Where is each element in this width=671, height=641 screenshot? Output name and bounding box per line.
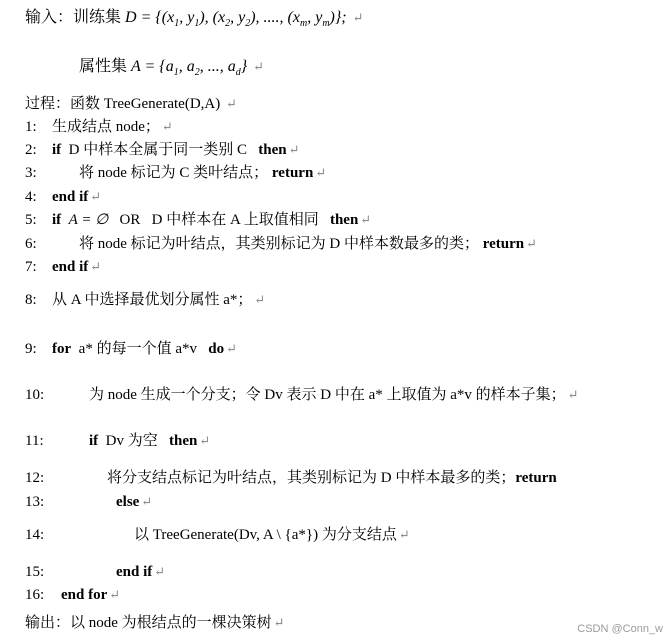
step-text: 将分支结点标记为叶结点，其类别标记为 D 中样本最多的类；return — [107, 470, 557, 486]
paragraph-mark-icon: ↵ — [109, 587, 121, 602]
keyword-return: return — [271, 165, 314, 181]
input-line — [25, 9, 364, 33]
paragraph-mark-icon: ↵ — [288, 142, 300, 157]
input-label: 输入： — [25, 9, 74, 26]
step-text: 生成结点 node； ↵ — [52, 119, 173, 135]
step-text: 以 TreeGenerate(Dv, A \ {a*}) 为分支结点 ↵ — [134, 527, 410, 543]
step-number: 2: — [25, 142, 37, 158]
step-number: 14: — [25, 527, 45, 543]
keyword-for: for — [52, 341, 72, 357]
paragraph-mark-icon: ↵ — [161, 119, 173, 134]
step-number: 12: — [25, 470, 45, 486]
keyword-then: then — [258, 142, 287, 158]
paragraph-mark-icon: ↵ — [526, 236, 538, 251]
step-number: 3: — [25, 165, 37, 181]
keyword-then: then — [169, 433, 198, 449]
paragraph-mark-icon: ↵ — [273, 615, 285, 630]
step-number: 13: — [25, 494, 45, 510]
step-text: 将 node 标记为叶结点，其类别标记为 D 中样本数最多的类； return ↵ — [79, 236, 538, 252]
paragraph-mark-icon: ↵ — [398, 527, 410, 542]
keyword-end-if: end if ↵ — [116, 564, 166, 580]
keyword-if: if — [52, 212, 62, 228]
step-text: if Dv 为空 then ↵ — [89, 433, 211, 449]
step-text: if D 中样本全属于同一类别 C then ↵ — [52, 142, 300, 158]
paragraph-mark-icon: ↵ — [254, 292, 266, 307]
keyword-or: OR — [119, 212, 141, 228]
trainset-formula: $D = \{(x_1$, $y_1$), ($x_2$, $y_2$), ...., ($x_m$, $y_m$)}; — [125, 9, 347, 29]
paragraph-mark-icon: ↵ — [154, 564, 166, 579]
trainset-label: 训练集 — [73, 9, 122, 26]
step-text: 从 A 中选择最优划分属性 a*； ↵ — [52, 292, 266, 308]
process-line — [25, 95, 237, 113]
output-text: 输出：以 node 为根结点的一棵决策树 — [25, 615, 272, 631]
paragraph-mark-icon: ↵ — [567, 387, 579, 402]
keyword-end-if: end if ↵ — [52, 259, 102, 275]
keyword-end-for: end for ↵ — [61, 587, 121, 603]
step-number: 10: — [25, 387, 45, 403]
attrset-formula: $A = \{a_1$, $a_2$, ..., $a_d$} — [131, 58, 248, 78]
step-number: 16: — [25, 587, 45, 603]
paragraph-mark-icon: ↵ — [199, 433, 211, 448]
paragraph-mark-icon: ↵ — [141, 494, 153, 509]
process-label: 过程：函数 TreeGenerate(D,A) — [25, 96, 221, 112]
step-number: 15: — [25, 564, 45, 580]
keyword-end-if: end if ↵ — [52, 189, 102, 205]
keyword-if: if — [89, 433, 99, 449]
step-number: 6: — [25, 236, 37, 252]
step-text: 为 node 生成一个分支；令 Dv 表示 D 中在 a* 上取值为 a*v 的样本子集； ↵ — [89, 387, 579, 403]
paragraph-mark-icon: ↵ — [226, 341, 237, 356]
keyword-return: return — [482, 236, 525, 252]
step-number: 4: — [25, 189, 37, 205]
step-text: 将 node 标记为 C 类叶结点； return ↵ — [79, 165, 327, 181]
step-number: 9: — [25, 341, 37, 357]
keyword-do: do — [208, 341, 225, 357]
step-number: 5: — [25, 212, 37, 228]
watermark: CSDN @Conn_w — [577, 623, 663, 635]
attrset-label: 属性集 — [79, 58, 128, 75]
keyword-then: then — [329, 212, 359, 228]
paragraph-mark-icon: ↵ — [352, 10, 364, 25]
keyword-else: else ↵ — [116, 494, 153, 510]
step-text: for a* 的每一个值 a*v do ↵ — [52, 341, 237, 357]
step-number: 1: — [25, 119, 37, 135]
paragraph-mark-icon: ↵ — [90, 259, 102, 274]
paragraph-mark-icon: ↵ — [315, 165, 327, 180]
keyword-return: return — [515, 470, 557, 486]
step-text: if A = ∅ OR D 中样本在 A 上取值相同 then ↵ — [52, 212, 372, 228]
attrset-line — [79, 58, 264, 82]
step-number: 8: — [25, 292, 37, 308]
paragraph-mark-icon: ↵ — [90, 189, 102, 204]
step-number: 7: — [25, 259, 37, 275]
keyword-if: if — [52, 142, 62, 158]
paragraph-mark-icon: ↵ — [225, 96, 237, 111]
output-line — [25, 614, 285, 632]
paragraph-mark-icon: ↵ — [253, 59, 265, 74]
step-number: 11: — [25, 433, 44, 449]
paragraph-mark-icon: ↵ — [360, 212, 372, 227]
